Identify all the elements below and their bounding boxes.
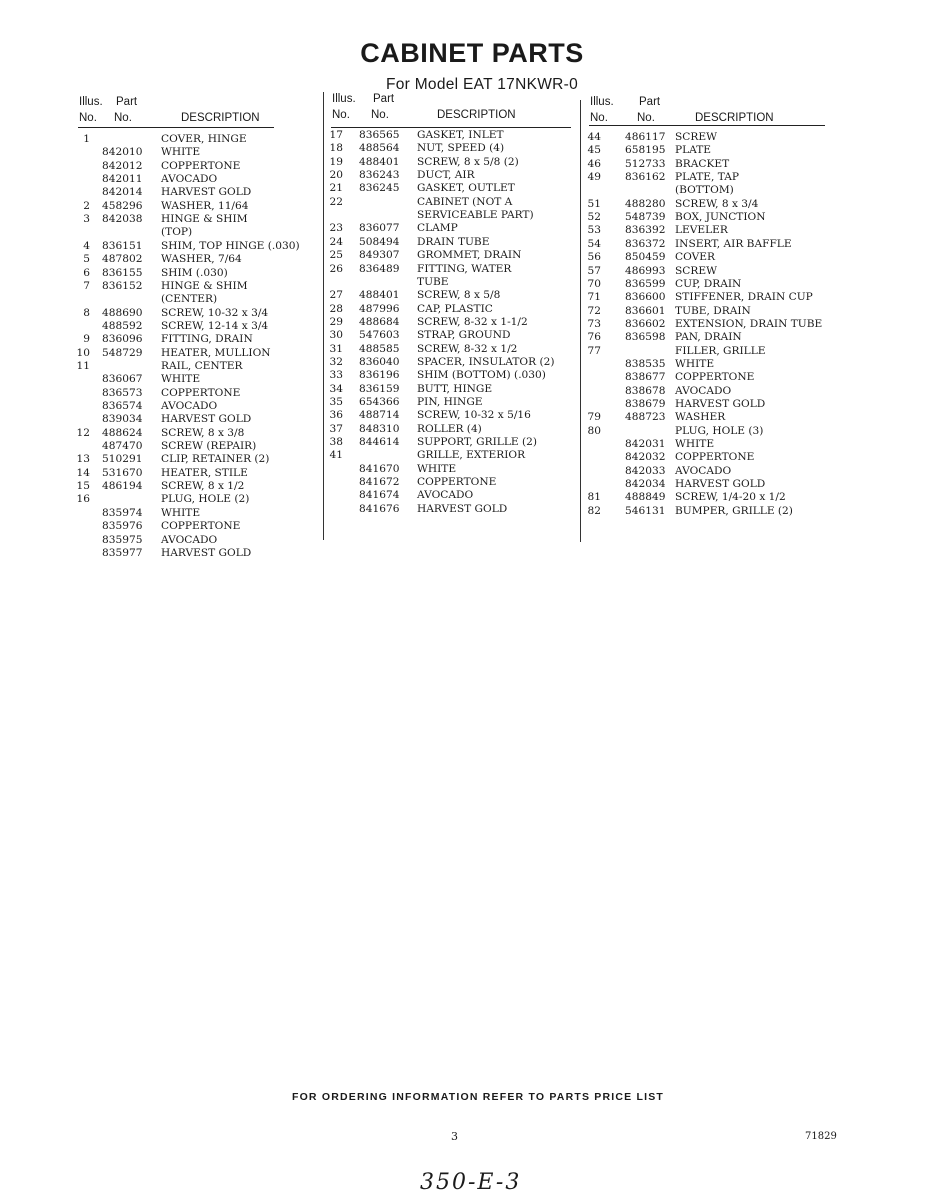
part-description: WASHER, 11/64 xyxy=(161,199,249,212)
part-description: SHIM (.030) xyxy=(161,266,228,279)
part-number: 836077 xyxy=(359,222,400,235)
part-description: AVOCADO xyxy=(675,464,732,477)
illus-number: 32 xyxy=(329,355,343,368)
illus-number: 81 xyxy=(587,491,601,504)
illus-number: 72 xyxy=(587,304,601,317)
part-description: SCREW xyxy=(675,264,717,277)
part-number: 842010 xyxy=(102,146,143,159)
part-description: (TOP) xyxy=(161,226,193,239)
part-description: RAIL, CENTER xyxy=(161,359,243,372)
part-number: 488401 xyxy=(359,155,400,168)
part-description: COPPERTONE xyxy=(675,371,755,384)
header-part-no: No. xyxy=(371,109,389,121)
illus-number: 14 xyxy=(76,466,90,479)
part-description: CLIP, RETAINER (2) xyxy=(161,453,270,466)
part-number: 836600 xyxy=(625,291,666,304)
part-description: HEATER, MULLION xyxy=(161,346,271,359)
part-number: 836598 xyxy=(625,331,666,344)
part-description: TUBE xyxy=(417,275,449,288)
part-description: ROLLER (4) xyxy=(417,422,482,435)
part-description: SPACER, INSULATOR (2) xyxy=(417,355,555,368)
part-description: SHIM, TOP HINGE (.030) xyxy=(161,239,300,252)
illus-number: 11 xyxy=(76,359,90,372)
illus-number: 53 xyxy=(587,224,601,237)
part-description: SCREW, 8 x 3/4 xyxy=(675,197,759,210)
part-description: GASKET, INLET xyxy=(417,129,504,141)
part-description: DRAIN TUBE xyxy=(417,235,490,248)
illus-number: 73 xyxy=(587,317,601,330)
illus-number: 9 xyxy=(83,333,90,346)
part-number: 836372 xyxy=(625,237,666,250)
part-number: 842033 xyxy=(625,464,666,477)
part-number: 458296 xyxy=(102,199,143,212)
part-description: HARVEST GOLD xyxy=(161,186,252,199)
illus-number: 71 xyxy=(587,291,601,304)
part-description: (BOTTOM) xyxy=(675,184,734,197)
part-description: CUP, DRAIN xyxy=(675,277,742,290)
part-number: 547603 xyxy=(359,329,400,342)
part-number: 488401 xyxy=(359,289,400,302)
part-number: 836599 xyxy=(625,277,666,290)
part-number: 844614 xyxy=(359,436,400,449)
part-number: 487996 xyxy=(359,302,400,315)
part-description: PLUG, HOLE (2) xyxy=(161,493,250,506)
illus-number: 49 xyxy=(587,171,601,184)
header-rule xyxy=(331,127,571,128)
part-description: PIN, HINGE xyxy=(417,396,483,408)
part-number: 488564 xyxy=(359,142,400,155)
part-number: 531670 xyxy=(102,466,143,479)
part-description: FITTING, DRAIN xyxy=(161,333,253,346)
part-number: 835977 xyxy=(102,546,143,559)
part-description: COPPERTONE xyxy=(417,476,497,489)
illus-number: 2 xyxy=(83,199,90,212)
part-description: EXTENSION, DRAIN TUBE xyxy=(675,317,823,330)
part-number: 839034 xyxy=(102,413,143,426)
part-number: 842012 xyxy=(102,159,143,172)
page-number: 3 xyxy=(451,1130,458,1143)
part-number: 849307 xyxy=(359,249,400,262)
part-description: FITTING, WATER xyxy=(417,262,512,275)
part-description: SCREW, 8-32 x 1-1/2 xyxy=(417,315,528,328)
part-number: 488723 xyxy=(625,411,666,424)
header-illus-no: No. xyxy=(79,112,97,124)
part-number: 838677 xyxy=(625,371,666,384)
part-number: 842014 xyxy=(102,186,143,199)
illus-number: 26 xyxy=(329,262,343,275)
part-number: 835975 xyxy=(102,533,143,546)
part-description: PLUG, HOLE (3) xyxy=(675,424,764,437)
part-number: 835974 xyxy=(102,506,143,519)
illus-number: 1 xyxy=(83,133,90,145)
part-number: 488585 xyxy=(359,342,400,355)
part-description: WASHER, 7/64 xyxy=(161,253,242,266)
illus-number: 23 xyxy=(329,222,343,235)
header-part-no: No. xyxy=(637,112,655,124)
part-description: CABINET (NOT A xyxy=(417,195,513,208)
part-description: WHITE xyxy=(417,462,457,475)
illus-number: 29 xyxy=(329,315,343,328)
page-title: CABINET PARTS xyxy=(360,38,584,68)
part-number: 838679 xyxy=(625,398,666,410)
part-number: 486993 xyxy=(625,264,666,277)
part-description: WHITE xyxy=(161,506,201,519)
part-number: 836565 xyxy=(359,129,400,141)
part-number: 658195 xyxy=(625,144,666,157)
illus-number: 51 xyxy=(587,197,601,210)
part-number: 548729 xyxy=(102,346,143,359)
part-description: WHITE xyxy=(675,357,715,370)
part-number: 836602 xyxy=(625,317,666,330)
illus-number: 44 xyxy=(587,131,601,143)
header-rule xyxy=(589,125,825,126)
illus-number: 77 xyxy=(587,344,601,357)
illus-number: 22 xyxy=(329,195,343,208)
header-illus-no: No. xyxy=(332,109,350,121)
part-number: 548739 xyxy=(625,211,666,224)
part-number: 841672 xyxy=(359,476,400,489)
column-divider xyxy=(580,100,581,542)
illus-number: 27 xyxy=(329,289,343,302)
part-number: 487802 xyxy=(102,253,143,266)
illus-number: 31 xyxy=(329,342,343,355)
header-illus: Illus. xyxy=(79,96,103,108)
part-number: 488849 xyxy=(625,491,666,504)
part-number: 850459 xyxy=(625,251,666,264)
part-description: AVOCADO xyxy=(675,384,732,397)
part-description: HEATER, STILE xyxy=(161,466,248,479)
ordering-notice: FOR ORDERING INFORMATION REFER TO PARTS PRICE LIST xyxy=(291,1091,665,1103)
part-number: 488280 xyxy=(625,197,666,210)
illus-number: 45 xyxy=(587,144,601,157)
part-description: HINGE & SHIM xyxy=(161,279,248,292)
part-description: AVOCADO xyxy=(161,173,218,186)
part-number: 488690 xyxy=(102,306,143,319)
illus-number: 18 xyxy=(329,142,343,155)
part-number: 836489 xyxy=(359,262,400,275)
part-description: INSERT, AIR BAFFLE xyxy=(675,237,792,250)
illus-number: 35 xyxy=(329,396,343,408)
part-description: PLATE xyxy=(675,144,712,157)
part-number: 836155 xyxy=(102,266,143,279)
illus-number: 70 xyxy=(587,277,601,290)
part-description: COVER xyxy=(675,251,715,264)
header-description: DESCRIPTION xyxy=(437,109,516,121)
part-number: 835976 xyxy=(102,520,143,533)
part-number: 838535 xyxy=(625,357,666,370)
illus-number: 20 xyxy=(329,169,343,182)
part-description: HARVEST GOLD xyxy=(417,502,508,515)
part-description: SCREW, 8 x 5/8 (2) xyxy=(417,155,519,168)
illus-number: 21 xyxy=(329,182,343,195)
page-subtitle: For Model EAT 17NKWR-0 xyxy=(385,76,579,93)
illus-number: 57 xyxy=(587,264,601,277)
header-part-no: No. xyxy=(114,112,132,124)
part-description: SCREW, 8-32 x 1/2 xyxy=(417,342,518,355)
part-number: 836162 xyxy=(625,171,666,184)
part-description: PLATE, TAP xyxy=(675,171,740,184)
part-description: NUT, SPEED (4) xyxy=(417,142,505,155)
part-description: SCREW (REPAIR) xyxy=(161,440,257,453)
part-number: 841676 xyxy=(359,502,400,515)
illus-number: 17 xyxy=(329,129,343,141)
part-number: 510291 xyxy=(102,453,143,466)
part-number: 836159 xyxy=(359,382,400,395)
part-number: 842031 xyxy=(625,438,666,451)
illus-number: 15 xyxy=(76,480,90,493)
part-number: 836196 xyxy=(359,369,400,382)
header-illus-no: No. xyxy=(590,112,608,124)
part-description: HINGE & SHIM xyxy=(161,213,248,226)
part-description: TUBE, DRAIN xyxy=(675,304,751,317)
part-number: 841674 xyxy=(359,489,400,502)
part-description: CAP, PLASTIC xyxy=(417,302,493,315)
part-description: COPPERTONE xyxy=(161,159,241,172)
illus-number: 82 xyxy=(587,504,601,517)
handwritten-note: 350-E-3 xyxy=(420,1170,522,1195)
part-description: COPPERTONE xyxy=(675,451,755,464)
part-description: SCREW, 1/4-20 x 1/2 xyxy=(675,491,786,504)
part-description: WHITE xyxy=(161,373,201,386)
part-description: PAN, DRAIN xyxy=(675,331,742,344)
part-number: 836243 xyxy=(359,169,400,182)
part-description: HARVEST GOLD xyxy=(161,413,252,426)
illus-number: 56 xyxy=(587,251,601,264)
part-description: SCREW, 12-14 x 3/4 xyxy=(161,319,269,332)
part-number: 546131 xyxy=(625,504,666,517)
illus-number: 79 xyxy=(587,411,601,424)
part-number: 836573 xyxy=(102,386,143,399)
part-number: 836152 xyxy=(102,279,143,292)
part-number: 842038 xyxy=(102,213,143,226)
part-number: 836574 xyxy=(102,400,143,412)
part-description: DUCT, AIR xyxy=(417,169,475,182)
illus-number: 7 xyxy=(83,279,90,292)
part-description: GRILLE, EXTERIOR xyxy=(417,449,526,462)
part-number: 512733 xyxy=(625,157,666,170)
illus-number: 16 xyxy=(76,493,90,506)
illus-number: 3 xyxy=(83,213,90,226)
part-number: 842011 xyxy=(102,173,143,186)
part-number: 836245 xyxy=(359,182,400,195)
part-description: GROMMET, DRAIN xyxy=(417,249,522,262)
part-description: FILLER, GRILLE xyxy=(675,344,766,357)
part-description: AVOCADO xyxy=(161,400,218,412)
part-description: STIFFENER, DRAIN CUP xyxy=(675,291,813,304)
header-part: Part xyxy=(373,93,395,105)
illus-number: 12 xyxy=(76,426,90,439)
part-number: 654366 xyxy=(359,396,400,408)
part-number: 488684 xyxy=(359,315,400,328)
part-number: 486194 xyxy=(102,480,143,493)
part-description: STRAP, GROUND xyxy=(417,329,511,342)
part-description: BUMPER, GRILLE (2) xyxy=(675,504,793,517)
part-description: LEVELER xyxy=(675,224,728,237)
part-description: WHITE xyxy=(675,438,715,451)
part-description: WHITE xyxy=(161,146,201,159)
illus-number: 19 xyxy=(329,155,343,168)
header-part: Part xyxy=(116,96,138,108)
header-illus: Illus. xyxy=(590,96,614,108)
illus-number: 10 xyxy=(76,346,90,359)
part-number: 488624 xyxy=(102,426,143,439)
part-description: (CENTER) xyxy=(161,293,218,306)
header-description: DESCRIPTION xyxy=(695,112,774,124)
part-number: 848310 xyxy=(359,422,400,435)
part-description: BOX, JUNCTION xyxy=(675,211,766,224)
illus-number: 33 xyxy=(329,369,343,382)
part-number: 836601 xyxy=(625,304,666,317)
illus-number: 4 xyxy=(83,239,90,252)
part-number: 836392 xyxy=(625,224,666,237)
part-number: 838678 xyxy=(625,384,666,397)
header-illus: Illus. xyxy=(332,93,356,105)
illus-number: 76 xyxy=(587,331,601,344)
part-description: SCREW, 10-32 x 5/16 xyxy=(417,409,531,422)
illus-number: 54 xyxy=(587,237,601,250)
part-description: COPPERTONE xyxy=(161,520,241,533)
part-description: HARVEST GOLD xyxy=(161,546,252,559)
illus-number: 28 xyxy=(329,302,343,315)
column-divider xyxy=(323,92,324,540)
header-part: Part xyxy=(639,96,661,108)
part-description: CLAMP xyxy=(417,222,458,235)
illus-number: 24 xyxy=(329,235,343,248)
part-description: HARVEST GOLD xyxy=(675,478,766,491)
illus-number: 6 xyxy=(83,266,90,279)
part-description: SCREW, 8 x 1/2 xyxy=(161,480,245,493)
illus-number: 37 xyxy=(329,422,343,435)
part-description: BUTT, HINGE xyxy=(417,382,493,395)
part-number: 486117 xyxy=(625,131,666,143)
part-description: SUPPORT, GRILLE (2) xyxy=(417,436,537,449)
illus-number: 38 xyxy=(329,436,343,449)
document-code: 71829 xyxy=(805,1131,837,1142)
header-description: DESCRIPTION xyxy=(181,112,260,124)
part-number: 841670 xyxy=(359,462,400,475)
part-description: COPPERTONE xyxy=(161,386,241,399)
part-number: 836040 xyxy=(359,355,400,368)
part-description: WASHER xyxy=(675,411,726,424)
part-description: GASKET, OUTLET xyxy=(417,182,515,195)
part-number: 842032 xyxy=(625,451,666,464)
illus-number: 80 xyxy=(587,424,601,437)
illus-number: 25 xyxy=(329,249,343,262)
part-description: AVOCADO xyxy=(417,489,474,502)
part-description: COVER, HINGE xyxy=(161,133,247,145)
part-number: 836151 xyxy=(102,239,143,252)
part-description: SCREW, 8 x 3/8 xyxy=(161,426,245,439)
part-description: SCREW xyxy=(675,131,717,143)
part-number: 508494 xyxy=(359,235,400,248)
part-description: SERVICEABLE PART) xyxy=(417,209,534,222)
part-description: BRACKET xyxy=(675,157,730,170)
part-number: 487470 xyxy=(102,440,143,453)
part-description: HARVEST GOLD xyxy=(675,398,766,410)
illus-number: 46 xyxy=(587,157,601,170)
header-rule xyxy=(78,127,274,128)
part-number: 836067 xyxy=(102,373,143,386)
illus-number: 34 xyxy=(329,382,343,395)
illus-number: 5 xyxy=(83,253,90,266)
illus-number: 52 xyxy=(587,211,601,224)
part-description: SHIM (BOTTOM) (.030) xyxy=(417,369,546,382)
illus-number: 36 xyxy=(329,409,343,422)
illus-number: 30 xyxy=(329,329,343,342)
part-description: SCREW, 10-32 x 3/4 xyxy=(161,306,269,319)
part-description: SCREW, 8 x 5/8 xyxy=(417,289,501,302)
part-number: 836096 xyxy=(102,333,143,346)
part-description: AVOCADO xyxy=(161,533,218,546)
illus-number: 8 xyxy=(83,306,90,319)
part-number: 488592 xyxy=(102,319,143,332)
illus-number: 41 xyxy=(329,449,343,462)
part-number: 842034 xyxy=(625,478,666,491)
illus-number: 13 xyxy=(76,453,90,466)
part-number: 488714 xyxy=(359,409,400,422)
